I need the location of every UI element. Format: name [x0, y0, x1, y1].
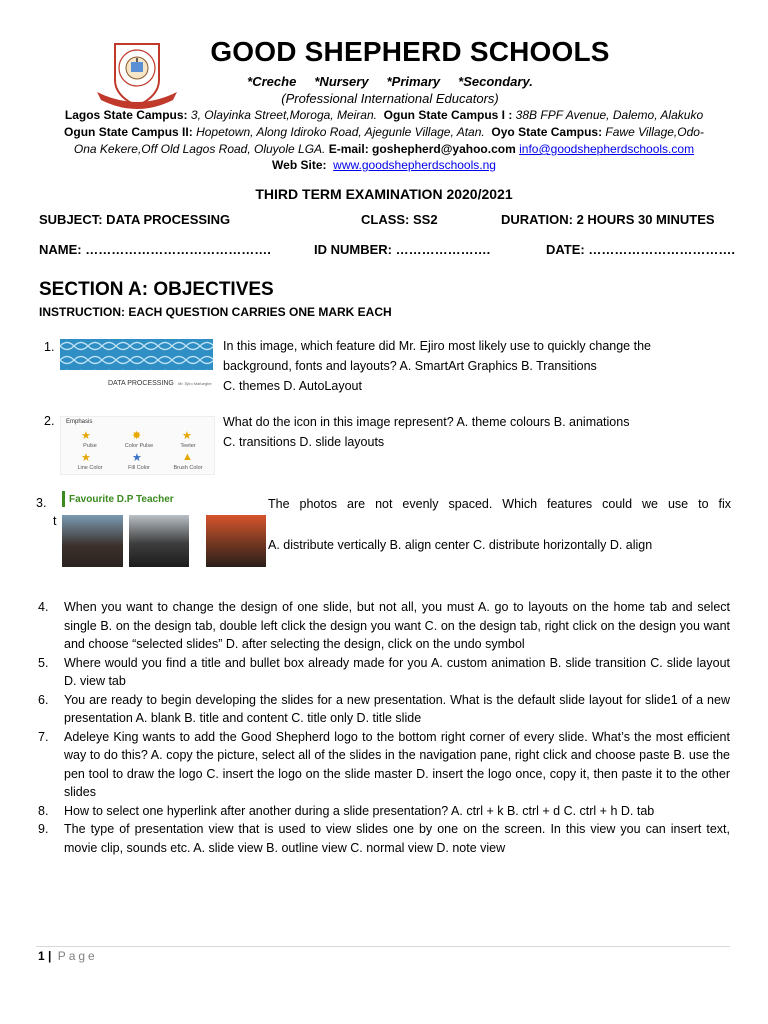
- lagos-label: Lagos State Campus:: [64, 108, 188, 122]
- oyo-address-2: Ona Kekere,Off Old Lagos Road, Oluyole LGA.: [73, 142, 326, 156]
- q1-line-1: In this image, which feature did Mr. Ejiro most likely use to quickly change the: [223, 339, 651, 353]
- address-line-3: [30, 141, 738, 158]
- page-footer: [38, 949, 98, 963]
- icon-label-brush-color: Brush Color: [173, 465, 203, 471]
- icon-label-line-color: Line Color: [77, 465, 103, 471]
- ogun1-address: 38B FPF Avenue, Dalemo, Alakuko: [512, 108, 704, 122]
- address-line-2: [30, 124, 738, 141]
- question-text: Where would you find a title and bullet box already made for you A. custom animation B. slide transition C. slide layout D. view tab: [64, 655, 730, 688]
- icon-label-teeter: Teeter: [180, 443, 196, 449]
- instruction: INSTRUCTION: EACH QUESTION CARRIES ONE MARK EACH: [39, 305, 392, 319]
- oyo-address: Fawe Village,Odo-: [602, 125, 704, 139]
- teacher-photo-2: [129, 515, 189, 567]
- question-text: Adeleye King wants to add the Good Shepherd logo to the bottom right corner of every slide. What’s the most efficient way to do this? A. copy the picture, select all of the slides in the navigation pane, right click and choose paste B. use the pen tool to draw the logo C. insert the logo on the slide master D. insert the logo once, copy it, then paste it to the other slides: [64, 729, 730, 799]
- fill-color-icon: ★: [132, 452, 142, 464]
- question-text: You are ready to begin developing the slides for a new presentation. What is the default slide layout for slide1 of a new presentation A. blank B. title and content C. title only D. title slide: [64, 692, 730, 725]
- question-3-number: 3.: [36, 496, 47, 510]
- ogun2-address: Hopetown, Along Idiroko Road, Ajegunle Village, Atan.: [196, 125, 485, 139]
- banner-accent: [62, 491, 65, 507]
- q3-image-banner: Favourite D.P Teacher: [69, 494, 174, 505]
- lagos-address: 3, Olayinka Street,Moroga, Meiran.: [187, 108, 377, 122]
- question-number: 7.: [38, 729, 49, 744]
- ogun1-label: Ogun State Campus I :: [383, 108, 513, 122]
- brush-color-icon: ▲: [182, 451, 193, 463]
- question-number: 4.: [38, 600, 49, 614]
- icon-label-color-pulse: Color Pulse: [124, 443, 154, 449]
- question-text: How to select one hyperlink after another during a slide presentation? A. ctrl + k B. ctrl + d C. ctrl + h D. tab: [64, 803, 655, 818]
- list-item: [38, 820, 730, 857]
- subject: SUBJECT: DATA PROCESSING: [39, 212, 231, 227]
- address-line-1: [30, 107, 738, 124]
- date-field: DATE: …………………………….: [546, 242, 735, 257]
- page-number: 1 |: [38, 949, 52, 963]
- id-number-field: ID NUMBER: ………………….: [314, 242, 491, 257]
- list-item: [38, 728, 730, 802]
- page-label: Page: [51, 949, 98, 963]
- color-pulse-icon: ✸: [132, 430, 142, 442]
- school-tagline: [190, 91, 590, 106]
- school-name: GOOD SHEPHERD SCHOOLS: [210, 36, 610, 67]
- question-3-cut-char: t: [53, 514, 57, 528]
- question-2-number: 2.: [44, 414, 55, 428]
- list-item: [38, 691, 730, 728]
- teacher-photo-1: [62, 515, 123, 567]
- website-link[interactable]: www.goodshepherdschools.ng: [333, 158, 496, 172]
- line-color-icon: ★: [81, 452, 91, 464]
- email-link[interactable]: info@goodshepherdschools.com: [519, 142, 695, 156]
- q2-image-heading: Emphasis: [66, 419, 93, 425]
- q1-line-3: C. themes D. AutoLayout: [223, 379, 362, 393]
- question-1-image: [60, 339, 213, 395]
- oyo-label: Oyo State Campus:: [491, 125, 603, 139]
- q1-image-caption: DATA PROCESSING: [108, 380, 174, 387]
- website-line: [30, 157, 738, 174]
- question-list: [38, 598, 730, 857]
- email-label: E-mail:: [325, 142, 369, 156]
- website-label: Web Site:: [272, 158, 334, 172]
- email-1: goshepherd@yahoo.com: [368, 142, 520, 156]
- icon-label-pulse: Pulse: [83, 443, 97, 449]
- question-number: 9.: [38, 822, 49, 836]
- teacher-photo-3: [206, 515, 266, 567]
- section-title: SECTION A: OBJECTIVES: [39, 279, 274, 300]
- q2-line-1: What do the icon in this image represent? A. theme colours B. animations: [223, 415, 630, 429]
- teeter-star-icon: ★: [182, 430, 192, 442]
- question-number: 6.: [38, 692, 49, 707]
- question-number: 8.: [38, 803, 49, 818]
- duration: DURATION: 2 HOURS 30 MINUTES: [501, 212, 715, 227]
- question-text: The type of presentation view that is used to view slides one by one on the screen. In this view you can insert text, movie clip, sounds etc. A. slide view B. outline view C. normal view D. note view: [64, 822, 730, 855]
- list-item: [38, 802, 730, 821]
- q3-line-2: A. distribute vertically B. align center C. distribute horizontally D. align: [268, 538, 653, 552]
- list-item: [38, 598, 730, 654]
- tagline-text: (Professional International Educators): [281, 91, 499, 106]
- question-3-image: [60, 491, 266, 567]
- question-2-image: [60, 416, 215, 475]
- q2-line-2: C. transitions D. slide layouts: [223, 435, 385, 449]
- school-levels: *Creche *Nursery *Primary *Secondary.: [247, 74, 533, 89]
- pulse-star-icon: ★: [81, 430, 91, 442]
- question-text: When you want to change the design of one slide, but not all, you must A. go to layouts on the home tab and select single B. on the design tab, double left click the design you want C. on the design tab, right click on the design you want and choose “selected slides” D. after selecting the design, click on the undo symbol: [64, 600, 730, 651]
- footer-divider: [36, 946, 730, 947]
- exam-title: THIRD TERM EXAMINATION 2020/2021: [255, 186, 513, 202]
- q1-image-subcaption: Mr. Ejiro Mafuegbe: [178, 381, 212, 386]
- q1-line-2: background, fonts and layouts? A. SmartArt Graphics B. Transitions: [223, 359, 597, 373]
- question-1-text: [223, 336, 733, 396]
- question-number: 5.: [38, 655, 49, 670]
- list-item: [38, 654, 730, 691]
- class: CLASS: SS2: [361, 212, 438, 227]
- question-2-text: [223, 412, 733, 452]
- school-logo: [93, 40, 181, 115]
- name-field: NAME: …………………………………….: [39, 242, 271, 257]
- q3-line-1: The photos are not evenly spaced. Which features could we use to fix: [268, 497, 731, 511]
- question-1-number: 1.: [44, 340, 55, 354]
- icon-label-fill-color: Fill Color: [128, 465, 150, 471]
- ogun2-label: Ogun State Campus II:: [64, 125, 193, 139]
